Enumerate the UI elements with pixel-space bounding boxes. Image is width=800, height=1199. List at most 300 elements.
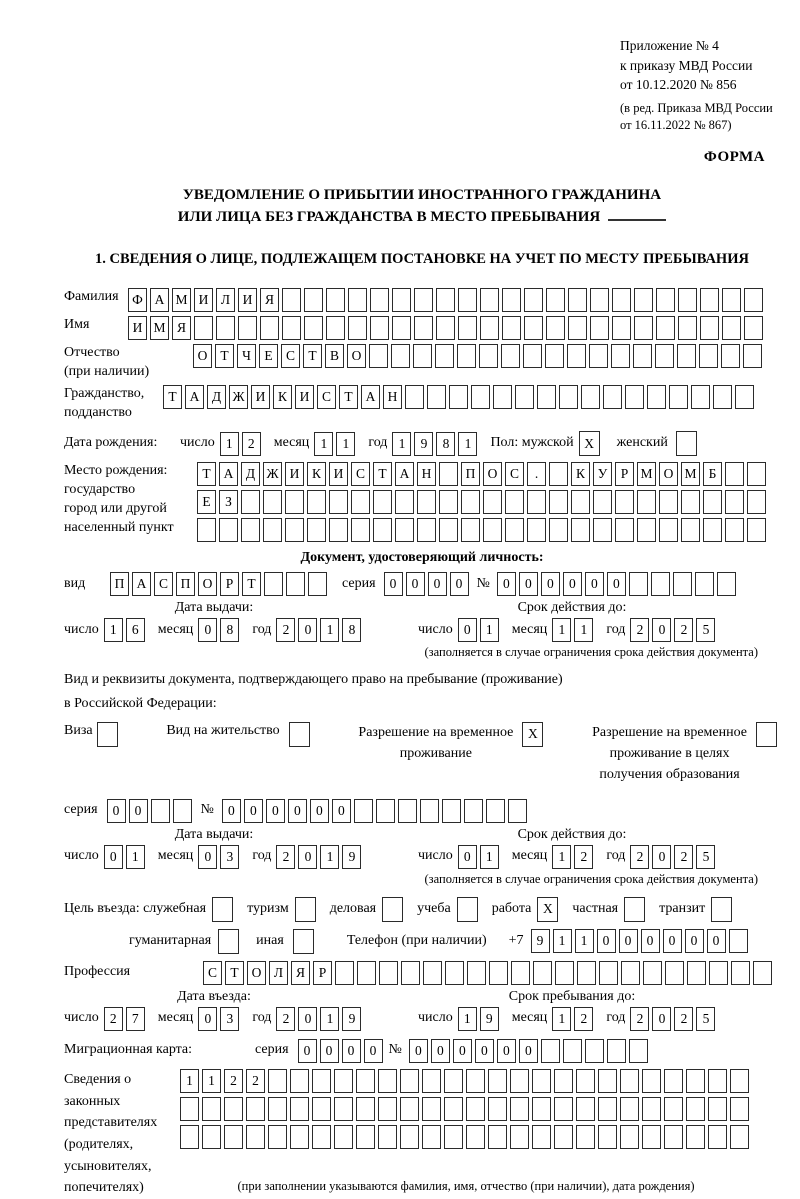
form-cell[interactable] bbox=[436, 288, 455, 312]
form-cell[interactable] bbox=[467, 961, 486, 985]
form-cell[interactable] bbox=[620, 1097, 639, 1121]
form-cell[interactable] bbox=[545, 344, 564, 368]
form-cell[interactable] bbox=[665, 961, 684, 985]
form-cell[interactable]: 0 bbox=[652, 1007, 671, 1031]
form-cell[interactable] bbox=[515, 385, 534, 409]
form-cell[interactable]: 2 bbox=[630, 845, 649, 869]
form-cell[interactable] bbox=[370, 316, 389, 340]
purpose-transit-checkbox[interactable] bbox=[711, 897, 735, 922]
form-cell[interactable] bbox=[563, 1039, 582, 1063]
form-cell[interactable] bbox=[687, 961, 706, 985]
citizenship-boxes[interactable] bbox=[163, 385, 757, 409]
form-cell[interactable]: 0 bbox=[453, 1039, 472, 1063]
form-cell[interactable] bbox=[703, 518, 722, 542]
form-cell[interactable]: С bbox=[203, 961, 222, 985]
form-cell[interactable] bbox=[180, 1125, 199, 1149]
form-cell[interactable] bbox=[581, 385, 600, 409]
form-cell[interactable] bbox=[576, 1125, 595, 1149]
form-cell[interactable] bbox=[263, 518, 282, 542]
form-cell[interactable] bbox=[268, 1125, 287, 1149]
form-cell[interactable]: X bbox=[537, 897, 558, 922]
form-cell[interactable]: С bbox=[351, 462, 370, 486]
form-cell[interactable] bbox=[725, 490, 744, 514]
form-cell[interactable] bbox=[241, 518, 260, 542]
entry-month-boxes[interactable] bbox=[198, 1007, 242, 1031]
form-cell[interactable]: 0 bbox=[497, 1039, 516, 1063]
form-cell[interactable] bbox=[664, 1125, 683, 1149]
form-cell[interactable]: 0 bbox=[406, 572, 425, 596]
form-cell[interactable]: У bbox=[593, 462, 612, 486]
form-cell[interactable]: О bbox=[247, 961, 266, 985]
doc-kind-boxes[interactable] bbox=[110, 572, 330, 596]
mig-number-boxes[interactable] bbox=[409, 1039, 651, 1063]
form-cell[interactable] bbox=[731, 961, 750, 985]
form-cell[interactable]: 1 bbox=[553, 929, 572, 953]
form-cell[interactable] bbox=[268, 1097, 287, 1121]
form-cell[interactable] bbox=[268, 1069, 287, 1093]
form-cell[interactable] bbox=[532, 1125, 551, 1149]
form-cell[interactable]: 0 bbox=[298, 845, 317, 869]
form-cell[interactable]: Н bbox=[417, 462, 436, 486]
form-cell[interactable] bbox=[612, 288, 631, 312]
form-cell[interactable]: X bbox=[522, 722, 543, 747]
form-cell[interactable]: А bbox=[132, 572, 151, 596]
form-cell[interactable]: 1 bbox=[180, 1069, 199, 1093]
form-cell[interactable] bbox=[634, 316, 653, 340]
form-cell[interactable]: 9 bbox=[480, 1007, 499, 1031]
form-cell[interactable]: А bbox=[395, 462, 414, 486]
form-cell[interactable]: Е bbox=[259, 344, 278, 368]
doc-issue-day-boxes[interactable] bbox=[104, 618, 148, 642]
form-cell[interactable] bbox=[329, 490, 348, 514]
form-cell[interactable] bbox=[202, 1125, 221, 1149]
doc-issue-month-boxes[interactable] bbox=[198, 618, 242, 642]
form-cell[interactable] bbox=[458, 288, 477, 312]
form-cell[interactable] bbox=[488, 1097, 507, 1121]
doc-valid-year-boxes[interactable] bbox=[630, 618, 718, 642]
form-cell[interactable] bbox=[282, 288, 301, 312]
form-cell[interactable] bbox=[423, 961, 442, 985]
patronymic-boxes[interactable] bbox=[193, 344, 765, 368]
temp-permit-edu-checkbox[interactable] bbox=[756, 722, 780, 747]
form-cell[interactable]: 0 bbox=[585, 572, 604, 596]
form-cell[interactable] bbox=[401, 961, 420, 985]
legal-boxes-row1[interactable] bbox=[180, 1069, 752, 1093]
form-cell[interactable] bbox=[511, 961, 530, 985]
form-cell[interactable] bbox=[224, 1125, 243, 1149]
form-cell[interactable] bbox=[335, 961, 354, 985]
form-cell[interactable]: 1 bbox=[104, 618, 123, 642]
form-cell[interactable] bbox=[664, 1097, 683, 1121]
form-cell[interactable] bbox=[216, 316, 235, 340]
form-cell[interactable]: А bbox=[219, 462, 238, 486]
form-cell[interactable]: К bbox=[571, 462, 590, 486]
form-cell[interactable] bbox=[326, 316, 345, 340]
form-cell[interactable]: 0 bbox=[104, 845, 123, 869]
form-cell[interactable] bbox=[730, 1125, 749, 1149]
form-cell[interactable]: 2 bbox=[674, 845, 693, 869]
given-name-boxes[interactable] bbox=[128, 316, 766, 340]
form-cell[interactable] bbox=[678, 288, 697, 312]
form-cell[interactable]: И bbox=[295, 385, 314, 409]
form-cell[interactable] bbox=[651, 572, 670, 596]
doc-issue-year-boxes[interactable] bbox=[276, 618, 364, 642]
form-cell[interactable] bbox=[480, 288, 499, 312]
form-cell[interactable] bbox=[290, 1069, 309, 1093]
form-cell[interactable] bbox=[747, 490, 766, 514]
form-cell[interactable] bbox=[598, 1125, 617, 1149]
form-cell[interactable] bbox=[571, 518, 590, 542]
form-cell[interactable] bbox=[527, 518, 546, 542]
form-cell[interactable]: 8 bbox=[436, 432, 455, 456]
form-cell[interactable]: К bbox=[273, 385, 292, 409]
form-cell[interactable]: Я bbox=[172, 316, 191, 340]
form-cell[interactable]: О bbox=[659, 462, 678, 486]
form-cell[interactable] bbox=[173, 799, 192, 823]
form-cell[interactable] bbox=[615, 518, 634, 542]
form-cell[interactable] bbox=[524, 288, 543, 312]
form-cell[interactable]: И bbox=[128, 316, 147, 340]
permit-issue-day-boxes[interactable] bbox=[104, 845, 148, 869]
doc-series-boxes[interactable] bbox=[384, 572, 472, 596]
form-cell[interactable]: 1 bbox=[575, 929, 594, 953]
form-cell[interactable] bbox=[554, 1069, 573, 1093]
form-cell[interactable]: О bbox=[347, 344, 366, 368]
form-cell[interactable]: 0 bbox=[597, 929, 616, 953]
form-cell[interactable] bbox=[554, 1125, 573, 1149]
form-cell[interactable] bbox=[483, 518, 502, 542]
form-cell[interactable] bbox=[656, 316, 675, 340]
form-cell[interactable] bbox=[725, 518, 744, 542]
title-blank-line[interactable] bbox=[608, 219, 666, 221]
form-cell[interactable] bbox=[686, 1097, 705, 1121]
form-cell[interactable] bbox=[524, 316, 543, 340]
form-cell[interactable] bbox=[391, 344, 410, 368]
form-cell[interactable] bbox=[568, 316, 587, 340]
form-cell[interactable] bbox=[607, 1039, 626, 1063]
form-cell[interactable] bbox=[439, 490, 458, 514]
form-cell[interactable] bbox=[678, 316, 697, 340]
form-cell[interactable]: Р bbox=[313, 961, 332, 985]
form-cell[interactable] bbox=[312, 1125, 331, 1149]
form-cell[interactable] bbox=[576, 1069, 595, 1093]
form-cell[interactable] bbox=[510, 1125, 529, 1149]
form-cell[interactable] bbox=[527, 490, 546, 514]
form-cell[interactable] bbox=[568, 288, 587, 312]
form-cell[interactable]: 0 bbox=[458, 845, 477, 869]
form-cell[interactable] bbox=[308, 572, 327, 596]
form-cell[interactable] bbox=[642, 1125, 661, 1149]
form-cell[interactable]: П bbox=[176, 572, 195, 596]
form-cell[interactable] bbox=[304, 316, 323, 340]
form-cell[interactable] bbox=[629, 1039, 648, 1063]
purpose-work-checkbox[interactable] bbox=[537, 897, 561, 922]
form-cell[interactable] bbox=[747, 462, 766, 486]
form-cell[interactable] bbox=[293, 929, 314, 954]
form-cell[interactable]: И bbox=[238, 288, 257, 312]
form-cell[interactable] bbox=[413, 344, 432, 368]
form-cell[interactable] bbox=[709, 961, 728, 985]
form-cell[interactable] bbox=[502, 288, 521, 312]
form-cell[interactable]: 0 bbox=[288, 799, 307, 823]
purpose-official-checkbox[interactable] bbox=[212, 897, 236, 922]
form-cell[interactable] bbox=[567, 344, 586, 368]
form-cell[interactable] bbox=[593, 518, 612, 542]
form-cell[interactable]: Ф bbox=[128, 288, 147, 312]
form-cell[interactable]: О bbox=[483, 462, 502, 486]
form-cell[interactable] bbox=[449, 385, 468, 409]
form-cell[interactable]: С bbox=[154, 572, 173, 596]
form-cell[interactable] bbox=[637, 490, 656, 514]
form-cell[interactable]: 0 bbox=[298, 1039, 317, 1063]
form-cell[interactable]: С bbox=[317, 385, 336, 409]
form-cell[interactable] bbox=[677, 344, 696, 368]
form-cell[interactable] bbox=[439, 518, 458, 542]
form-cell[interactable] bbox=[373, 518, 392, 542]
form-cell[interactable] bbox=[554, 1097, 573, 1121]
form-cell[interactable] bbox=[289, 722, 310, 747]
form-cell[interactable] bbox=[370, 288, 389, 312]
form-cell[interactable] bbox=[721, 344, 740, 368]
form-cell[interactable]: 2 bbox=[630, 618, 649, 642]
birth-place-boxes-row2[interactable] bbox=[197, 490, 769, 514]
form-cell[interactable] bbox=[611, 344, 630, 368]
form-cell[interactable] bbox=[260, 316, 279, 340]
sex-female-checkbox[interactable] bbox=[676, 431, 700, 456]
surname-boxes[interactable] bbox=[128, 288, 766, 312]
form-cell[interactable]: 0 bbox=[450, 572, 469, 596]
form-cell[interactable]: О bbox=[198, 572, 217, 596]
form-cell[interactable] bbox=[351, 490, 370, 514]
phone-boxes[interactable] bbox=[531, 929, 751, 953]
form-cell[interactable]: 2 bbox=[246, 1069, 265, 1093]
form-cell[interactable]: 1 bbox=[458, 432, 477, 456]
form-cell[interactable] bbox=[400, 1097, 419, 1121]
form-cell[interactable] bbox=[351, 518, 370, 542]
form-cell[interactable] bbox=[642, 1069, 661, 1093]
permit-number-boxes[interactable] bbox=[222, 799, 530, 823]
form-cell[interactable] bbox=[202, 1097, 221, 1121]
permit-valid-month-boxes[interactable] bbox=[552, 845, 596, 869]
form-cell[interactable]: 0 bbox=[332, 799, 351, 823]
form-cell[interactable] bbox=[395, 490, 414, 514]
form-cell[interactable]: 5 bbox=[696, 1007, 715, 1031]
form-cell[interactable] bbox=[400, 1069, 419, 1093]
form-cell[interactable]: Я bbox=[291, 961, 310, 985]
form-cell[interactable] bbox=[744, 316, 763, 340]
form-cell[interactable] bbox=[699, 344, 718, 368]
form-cell[interactable] bbox=[444, 1097, 463, 1121]
form-cell[interactable] bbox=[756, 722, 777, 747]
form-cell[interactable] bbox=[356, 1097, 375, 1121]
form-cell[interactable]: 0 bbox=[244, 799, 263, 823]
form-cell[interactable]: З bbox=[219, 490, 238, 514]
form-cell[interactable] bbox=[307, 518, 326, 542]
entry-year-boxes[interactable] bbox=[276, 1007, 364, 1031]
form-cell[interactable]: 1 bbox=[126, 845, 145, 869]
form-cell[interactable] bbox=[717, 572, 736, 596]
form-cell[interactable] bbox=[238, 316, 257, 340]
form-cell[interactable] bbox=[246, 1097, 265, 1121]
birth-year-boxes[interactable] bbox=[392, 432, 480, 456]
form-cell[interactable] bbox=[427, 385, 446, 409]
form-cell[interactable]: 0 bbox=[607, 572, 626, 596]
form-cell[interactable]: Р bbox=[220, 572, 239, 596]
form-cell[interactable]: П bbox=[110, 572, 129, 596]
form-cell[interactable] bbox=[264, 572, 283, 596]
form-cell[interactable]: 8 bbox=[342, 618, 361, 642]
form-cell[interactable] bbox=[444, 1069, 463, 1093]
form-cell[interactable]: Е bbox=[197, 490, 216, 514]
form-cell[interactable] bbox=[637, 518, 656, 542]
form-cell[interactable]: 0 bbox=[707, 929, 726, 953]
form-cell[interactable]: 0 bbox=[222, 799, 241, 823]
form-cell[interactable]: 0 bbox=[298, 618, 317, 642]
form-cell[interactable] bbox=[417, 518, 436, 542]
form-cell[interactable] bbox=[708, 1097, 727, 1121]
form-cell[interactable] bbox=[676, 431, 697, 456]
form-cell[interactable]: Д bbox=[241, 462, 260, 486]
form-cell[interactable] bbox=[505, 518, 524, 542]
form-cell[interactable] bbox=[549, 518, 568, 542]
purpose-business-checkbox[interactable] bbox=[382, 897, 406, 922]
form-cell[interactable]: 2 bbox=[224, 1069, 243, 1093]
form-cell[interactable] bbox=[598, 1069, 617, 1093]
form-cell[interactable]: 0 bbox=[563, 572, 582, 596]
form-cell[interactable]: 1 bbox=[336, 432, 355, 456]
form-cell[interactable] bbox=[753, 961, 772, 985]
form-cell[interactable] bbox=[655, 344, 674, 368]
form-cell[interactable] bbox=[700, 288, 719, 312]
form-cell[interactable] bbox=[603, 385, 622, 409]
form-cell[interactable] bbox=[546, 316, 565, 340]
form-cell[interactable] bbox=[620, 1069, 639, 1093]
form-cell[interactable] bbox=[686, 1125, 705, 1149]
form-cell[interactable]: 0 bbox=[310, 799, 329, 823]
form-cell[interactable] bbox=[439, 462, 458, 486]
form-cell[interactable]: 0 bbox=[364, 1039, 383, 1063]
form-cell[interactable] bbox=[414, 288, 433, 312]
form-cell[interactable]: 9 bbox=[531, 929, 550, 953]
form-cell[interactable] bbox=[334, 1069, 353, 1093]
form-cell[interactable]: 2 bbox=[242, 432, 261, 456]
form-cell[interactable] bbox=[624, 897, 645, 922]
form-cell[interactable] bbox=[549, 462, 568, 486]
form-cell[interactable]: 9 bbox=[414, 432, 433, 456]
form-cell[interactable] bbox=[533, 961, 552, 985]
form-cell[interactable]: 1 bbox=[320, 618, 339, 642]
form-cell[interactable] bbox=[659, 490, 678, 514]
form-cell[interactable] bbox=[457, 344, 476, 368]
form-cell[interactable] bbox=[151, 799, 170, 823]
form-cell[interactable] bbox=[559, 385, 578, 409]
form-cell[interactable] bbox=[493, 385, 512, 409]
form-cell[interactable] bbox=[599, 961, 618, 985]
form-cell[interactable]: 1 bbox=[458, 1007, 477, 1031]
form-cell[interactable]: . bbox=[527, 462, 546, 486]
form-cell[interactable] bbox=[669, 385, 688, 409]
form-cell[interactable] bbox=[700, 316, 719, 340]
form-cell[interactable] bbox=[730, 1097, 749, 1121]
form-cell[interactable]: 0 bbox=[384, 572, 403, 596]
form-cell[interactable] bbox=[285, 490, 304, 514]
form-cell[interactable]: Ж bbox=[263, 462, 282, 486]
form-cell[interactable] bbox=[629, 572, 648, 596]
form-cell[interactable]: 0 bbox=[641, 929, 660, 953]
form-cell[interactable] bbox=[445, 961, 464, 985]
form-cell[interactable]: К bbox=[307, 462, 326, 486]
form-cell[interactable]: 0 bbox=[198, 1007, 217, 1031]
form-cell[interactable]: Л bbox=[216, 288, 235, 312]
form-cell[interactable] bbox=[480, 316, 499, 340]
form-cell[interactable]: В bbox=[325, 344, 344, 368]
form-cell[interactable] bbox=[681, 490, 700, 514]
form-cell[interactable] bbox=[461, 490, 480, 514]
permit-valid-year-boxes[interactable] bbox=[630, 845, 718, 869]
form-cell[interactable] bbox=[643, 961, 662, 985]
form-cell[interactable] bbox=[549, 490, 568, 514]
form-cell[interactable]: 0 bbox=[619, 929, 638, 953]
form-cell[interactable]: Т bbox=[163, 385, 182, 409]
form-cell[interactable] bbox=[378, 1125, 397, 1149]
form-cell[interactable] bbox=[656, 288, 675, 312]
form-cell[interactable]: 3 bbox=[220, 845, 239, 869]
form-cell[interactable] bbox=[246, 1125, 265, 1149]
form-cell[interactable]: 0 bbox=[652, 618, 671, 642]
form-cell[interactable] bbox=[711, 897, 732, 922]
form-cell[interactable] bbox=[219, 518, 238, 542]
birth-month-boxes[interactable] bbox=[314, 432, 358, 456]
form-cell[interactable]: А bbox=[185, 385, 204, 409]
form-cell[interactable] bbox=[263, 490, 282, 514]
form-cell[interactable]: 8 bbox=[220, 618, 239, 642]
form-cell[interactable]: 0 bbox=[428, 572, 447, 596]
form-cell[interactable] bbox=[197, 518, 216, 542]
form-cell[interactable] bbox=[743, 344, 762, 368]
form-cell[interactable]: 1 bbox=[480, 845, 499, 869]
form-cell[interactable]: С bbox=[281, 344, 300, 368]
form-cell[interactable]: 1 bbox=[392, 432, 411, 456]
form-cell[interactable] bbox=[659, 518, 678, 542]
form-cell[interactable] bbox=[348, 316, 367, 340]
form-cell[interactable] bbox=[708, 1069, 727, 1093]
form-cell[interactable]: И bbox=[329, 462, 348, 486]
form-cell[interactable]: 0 bbox=[475, 1039, 494, 1063]
form-cell[interactable] bbox=[722, 288, 741, 312]
form-cell[interactable]: Ч bbox=[237, 344, 256, 368]
form-cell[interactable] bbox=[612, 316, 631, 340]
form-cell[interactable] bbox=[508, 799, 527, 823]
permit-series-boxes[interactable] bbox=[107, 799, 195, 823]
form-cell[interactable] bbox=[422, 1069, 441, 1093]
form-cell[interactable]: 5 bbox=[696, 618, 715, 642]
form-cell[interactable]: Р bbox=[615, 462, 634, 486]
form-cell[interactable] bbox=[725, 462, 744, 486]
form-cell[interactable]: О bbox=[193, 344, 212, 368]
form-cell[interactable]: 1 bbox=[552, 845, 571, 869]
form-cell[interactable] bbox=[593, 490, 612, 514]
form-cell[interactable] bbox=[212, 897, 233, 922]
form-cell[interactable] bbox=[194, 316, 213, 340]
form-cell[interactable]: Д bbox=[207, 385, 226, 409]
form-cell[interactable] bbox=[334, 1097, 353, 1121]
form-cell[interactable] bbox=[501, 344, 520, 368]
form-cell[interactable] bbox=[436, 316, 455, 340]
form-cell[interactable] bbox=[348, 288, 367, 312]
form-cell[interactable] bbox=[537, 385, 556, 409]
form-cell[interactable] bbox=[708, 1125, 727, 1149]
form-cell[interactable] bbox=[329, 518, 348, 542]
